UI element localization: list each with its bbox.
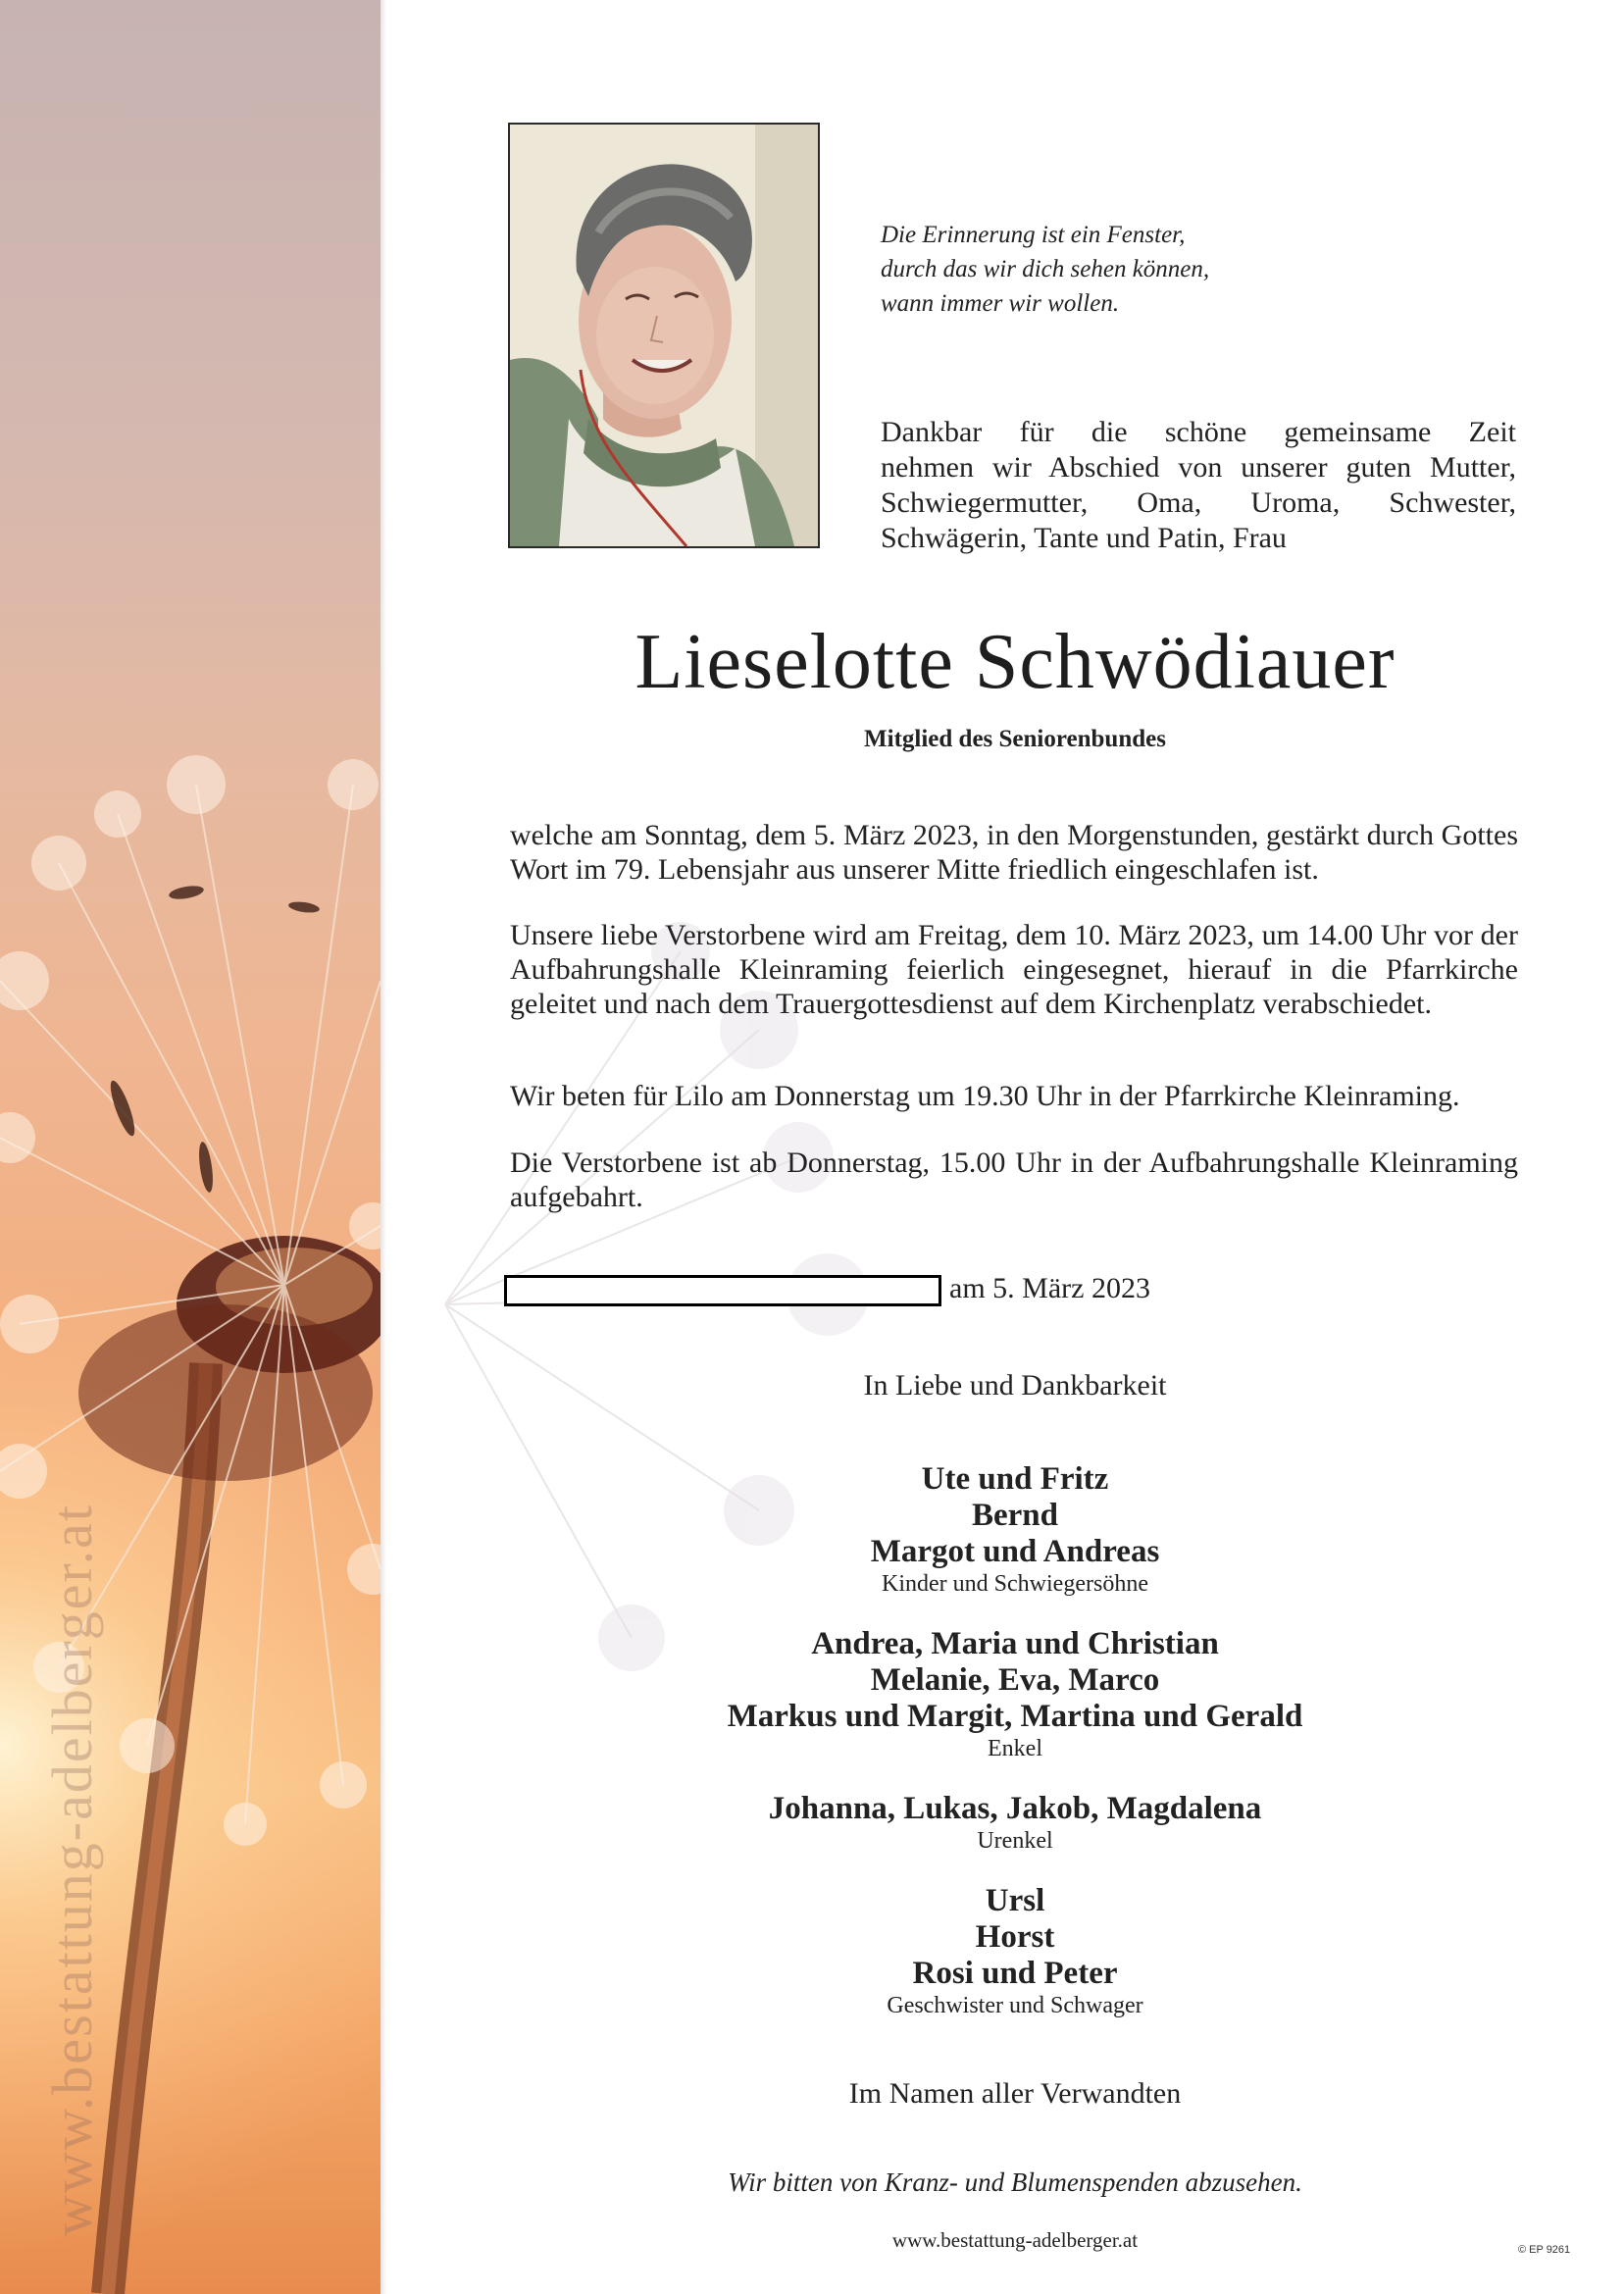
closing-phrase: In Liebe und Dankbarkeit <box>863 1369 1167 1402</box>
prayer-paragraph: Wir beten für Lilo am Donnerstag um 19.30 Uhr in der Pfarrkirche Kleinraming. <box>510 1080 1460 1112</box>
mourner-role: Geschwister und Schwager <box>887 1993 1143 2018</box>
portrait-photo <box>508 123 820 548</box>
portrait-illustration <box>510 125 818 546</box>
place-date-line: am 5. März 2023 <box>949 1272 1150 1304</box>
mourner-role: Kinder und Schwiegersöhne <box>882 1571 1148 1597</box>
mourner-role: Urenkel <box>977 1828 1053 1854</box>
template-code: © EP 9261 <box>1518 2244 1571 2256</box>
intro-line: nehmen wir Abschied von unserer guten Mutter, <box>881 451 1516 484</box>
mourner-names: Rosi und Peter <box>912 1956 1118 1991</box>
funeral-home-website: www.bestattung-adelberger.at <box>891 2228 1139 2252</box>
mourner-names: Horst <box>975 1919 1055 1955</box>
deceased-name: Lieselotte Schwödiauer <box>634 619 1396 705</box>
quote-line: Die Erinnerung ist ein Fenster, <box>881 222 1186 248</box>
quote-line: wann immer wir wollen. <box>881 290 1120 317</box>
mourner-names: Bernd <box>971 1498 1058 1533</box>
mourner-group-grandchildren <box>510 1626 1520 1762</box>
website-watermark: www.bestattung-adelberger.at <box>40 1504 104 2236</box>
memorial-quote <box>881 218 1293 321</box>
mourner-group-children <box>510 1461 1520 1598</box>
relatives-line: Im Namen aller Verwandten <box>848 2077 1182 2110</box>
redacted-location-box <box>504 1275 941 1306</box>
mourner-names: Andrea, Maria und Christian <box>811 1626 1219 1661</box>
intro-line: Schwiegermutter, Oma, Uroma, Schwester, <box>881 486 1516 519</box>
mourner-group-siblings <box>510 1883 1520 2019</box>
mourner-names: Melanie, Eva, Marco <box>870 1662 1160 1698</box>
intro-text <box>881 415 1516 556</box>
mourner-names: Markus und Margit, Martina und Gerald <box>727 1699 1303 1734</box>
funeral-details-paragraph: Unsere liebe Verstorbene wird am Freitag, dem 10. März 2023, um 14.00 Uhr vor der Aufbahrungshalle Kleinraming feierlich eingesegnet, hierauf in die Pfarrkirche geleitet und nach dem Trauergottesdienst auf dem Kirchenplatz verabschiedet. <box>510 919 1518 1020</box>
mourner-names: Ute und Fritz <box>921 1461 1109 1497</box>
intro-line: Dankbar für die schöne gemeinsame Zeit <box>881 416 1516 448</box>
viewing-paragraph: Die Verstorbene ist ab Donnerstag, 15.00 Uhr in der Aufbahrungshalle Kleinraming aufgebahrt. <box>510 1147 1518 1213</box>
mourner-group-great-grandchildren <box>510 1791 1520 1855</box>
mourner-names: Ursl <box>985 1883 1045 1918</box>
mourner-names: Johanna, Lukas, Jakob, Magdalena <box>768 1791 1262 1826</box>
death-announcement-paragraph: welche am Sonntag, dem 5. März 2023, in den Morgenstunden, gestärkt durch Gottes Wort im 79. Lebensjahr aus unserer Mitte friedlich eingeschlafen ist. <box>510 819 1518 886</box>
quote-line: durch das wir dich sehen können, <box>881 256 1210 282</box>
flower-request: Wir bitten von Kranz- und Blumenspenden abzusehen. <box>728 2167 1302 2197</box>
mourner-names: Margot und Andreas <box>870 1534 1160 1569</box>
intro-line: Schwägerin, Tante und Patin, Frau <box>881 522 1287 554</box>
membership-note: Mitglied des Seniorenbundes <box>864 726 1166 752</box>
mourner-role: Enkel <box>988 1736 1042 1761</box>
